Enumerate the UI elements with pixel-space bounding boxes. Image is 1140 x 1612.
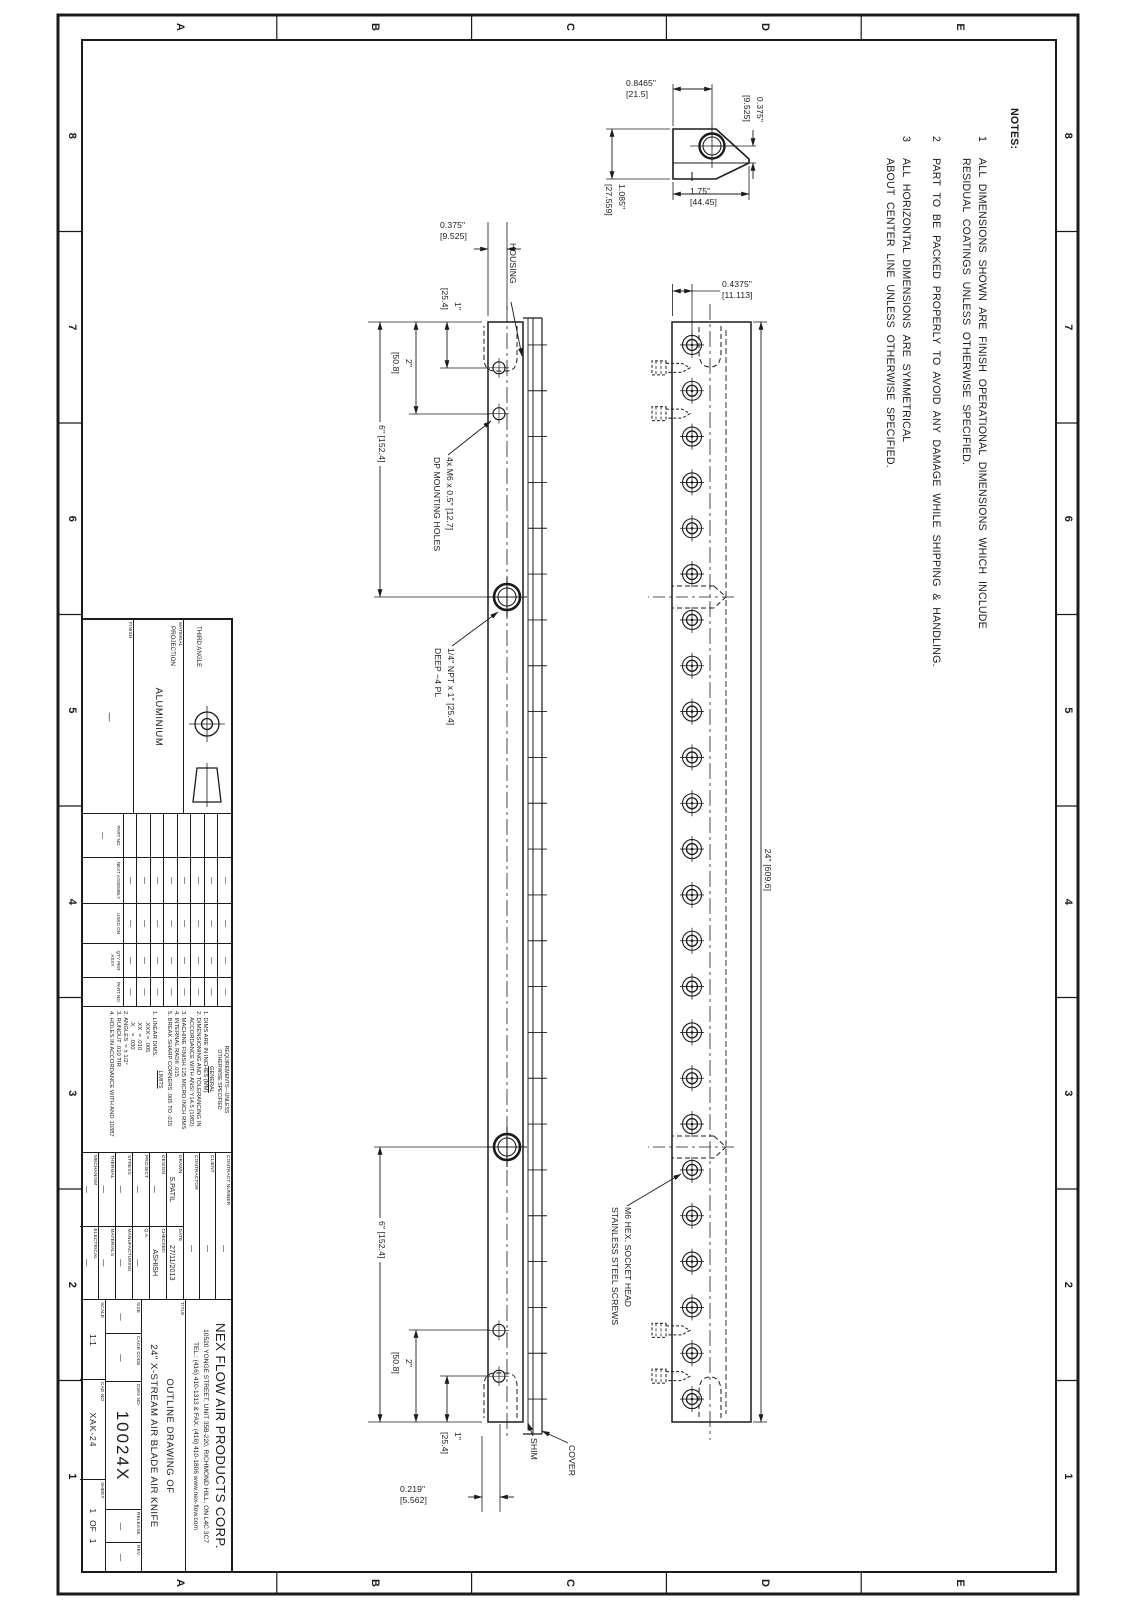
app-table-label: QTY PER ASSY bbox=[110, 950, 121, 971]
dim-1085-mm: [27.559] bbox=[604, 184, 614, 216]
note-line: ALL HORIZONTAL DIMENSIONS ARE SYMMETRICAL bbox=[900, 158, 912, 443]
app-table-cell: — bbox=[191, 904, 205, 943]
signature-row bbox=[80, 1153, 98, 1299]
app-table-label: PART NO — bbox=[99, 825, 121, 846]
app-table-cell: — bbox=[137, 858, 151, 903]
zone-label-col: 8 bbox=[66, 132, 78, 139]
limits-list bbox=[106, 1007, 156, 1152]
dim-1L-mm: [25.4] bbox=[440, 287, 450, 310]
zone-label-row: B bbox=[369, 23, 382, 31]
line bbox=[691, 1306, 694, 1309]
company-phone: TEL.: (416) 410-1313 & FAX: (416) 410-1806 www.nex-flow.com bbox=[192, 1341, 199, 1531]
zone-label-row: C bbox=[564, 23, 576, 31]
zone-label-col: 7 bbox=[66, 324, 78, 331]
signature-cell: PROJECT — bbox=[133, 1153, 149, 1227]
general-title: GENERAL bbox=[208, 1066, 214, 1093]
line bbox=[691, 1169, 694, 1172]
company-box bbox=[185, 1300, 231, 1572]
finish-value: — bbox=[105, 712, 115, 722]
requirement-line: 3. RUNOUT .010 TIR bbox=[114, 1011, 121, 1067]
app-table-label: USED ON bbox=[116, 913, 121, 934]
line bbox=[691, 894, 694, 897]
dim-2R-mm: [50.8] bbox=[391, 1351, 401, 1375]
requirement-line: ACCORDANCE WITH ANSI Y14.5 (1982) bbox=[187, 1011, 194, 1127]
front-view bbox=[368, 222, 568, 1512]
material-block bbox=[82, 620, 231, 814]
zone-label-col: 5 bbox=[1062, 707, 1074, 714]
dim-0375-in: 0.375" bbox=[755, 96, 765, 122]
app-table-cell: — bbox=[123, 858, 137, 903]
signature-block bbox=[82, 1153, 231, 1300]
app-table-cell: — bbox=[218, 978, 232, 1006]
contract-row: CONTRACTOR — bbox=[183, 1153, 199, 1299]
zone-label-col: 1 bbox=[1062, 1473, 1074, 1480]
general-list bbox=[165, 1007, 208, 1152]
signature-row bbox=[98, 1153, 115, 1299]
app-table-cell: — bbox=[164, 944, 178, 977]
dim-04375: 0.4375" [11.113] bbox=[722, 279, 753, 300]
line bbox=[691, 939, 694, 942]
app-table-cell: — bbox=[137, 904, 151, 943]
note-number: 1 bbox=[976, 136, 988, 143]
app-table-cell: — bbox=[218, 858, 232, 903]
zone-label-col: 8 bbox=[1062, 132, 1074, 139]
signature-cell: STRESS — bbox=[116, 1153, 132, 1227]
dwg-no-cell: DWG NO 10024X bbox=[106, 1382, 141, 1510]
zone-label-row: E bbox=[953, 23, 966, 31]
app-table-column bbox=[82, 858, 231, 904]
requirements-block bbox=[82, 1007, 231, 1153]
company-name: NEX FLOW AIR PRODUCTS CORP. bbox=[213, 1323, 228, 1549]
mount-screw-hidden bbox=[652, 1323, 666, 1337]
zone-label-col: 7 bbox=[1062, 324, 1074, 331]
label-housing: HOUSING bbox=[508, 243, 518, 284]
title-block-strip bbox=[82, 618, 233, 1572]
line bbox=[666, 1326, 690, 1335]
app-table-cell: — bbox=[164, 904, 178, 943]
sheet-cell: SHEET 1 OF 1 bbox=[80, 1480, 105, 1572]
signature-cell: MATERIALS — bbox=[100, 1228, 114, 1267]
release-cell: RELEASE — bbox=[106, 1510, 141, 1543]
signature-cell: MANUFACTURING — bbox=[117, 1228, 131, 1272]
drawing-title-line2: 24" X-STREAM AIR BLADE AIR KNIFE bbox=[148, 1344, 159, 1528]
line bbox=[691, 1352, 694, 1355]
callout-mount-line2: DP MOUNTING HOLES bbox=[432, 457, 442, 552]
dwg-no-value: 10024X bbox=[113, 1410, 132, 1482]
zone-label-row: B bbox=[369, 1579, 382, 1587]
dim-6R: 6" [152.4] bbox=[376, 1218, 386, 1262]
app-table-cell: — bbox=[204, 858, 218, 903]
label-shim: SHIM bbox=[529, 1438, 539, 1460]
limits-title: LIMITS bbox=[156, 1070, 163, 1089]
finish-label: FINISH bbox=[127, 622, 132, 639]
scale-row bbox=[80, 1300, 105, 1572]
cad-no-cell: CAD NO XAK-24 bbox=[80, 1380, 105, 1480]
material-box bbox=[133, 620, 183, 813]
dim-1085-in: 1.085" bbox=[617, 184, 627, 210]
requirement-line: 4. HOLES IN ACCORDANCE WITH AND 10387 bbox=[107, 1011, 114, 1137]
app-table-column bbox=[82, 814, 231, 858]
zone-label-col: 3 bbox=[66, 1090, 78, 1097]
app-table-cell: — bbox=[137, 978, 151, 1006]
app-table-cell: — bbox=[218, 904, 232, 943]
signature-row bbox=[132, 1153, 149, 1299]
app-table-cell: — bbox=[150, 858, 164, 903]
requirement-line: 4. INTERNAL RADII .015 bbox=[173, 1011, 180, 1077]
title-label: TITLE bbox=[179, 1302, 184, 1316]
dim-0219: 0.219" [5.562] bbox=[400, 1484, 427, 1505]
title-box bbox=[141, 1300, 185, 1572]
callout-npt-line1: 1/4" NPT x 1" [25.4] bbox=[446, 648, 456, 726]
top-view bbox=[627, 284, 767, 1440]
requirement-line: 3. MACHINE FINISH 125 MICRO INCH RMS bbox=[180, 1011, 187, 1130]
main-title-block bbox=[82, 1300, 231, 1572]
callout-npt-line2: DEEP −4 PL bbox=[433, 648, 443, 698]
cad-no-value: XAK-24 bbox=[88, 1412, 98, 1448]
callout-mount-line1: 4x M6 x 0.5" [12.7] bbox=[445, 457, 455, 531]
zone-label-col: 3 bbox=[1062, 1090, 1074, 1097]
numbers-row bbox=[105, 1300, 141, 1572]
line bbox=[666, 363, 690, 372]
note-number: 3 bbox=[900, 136, 912, 143]
app-table-cell: — bbox=[150, 978, 164, 1006]
line bbox=[691, 1398, 694, 1401]
app-table-cell: — bbox=[177, 944, 191, 977]
line bbox=[691, 619, 694, 622]
zone-label-row: E bbox=[953, 1579, 966, 1587]
app-table-cell bbox=[218, 814, 232, 857]
app-table-cell: — bbox=[204, 904, 218, 943]
label-cover: COVER bbox=[567, 1445, 577, 1477]
material-label: MATERIAL bbox=[177, 622, 182, 647]
app-table-cell: — bbox=[191, 858, 205, 903]
app-table-cell bbox=[123, 814, 137, 857]
dim-175: 1.75" [44.45] bbox=[690, 186, 717, 207]
app-table-cell: — bbox=[164, 978, 178, 1006]
line bbox=[691, 848, 694, 851]
signature-cell: ELECTRICAL — bbox=[83, 1228, 97, 1267]
app-table-cell bbox=[150, 814, 164, 857]
dim-1R-in: 1" bbox=[453, 1432, 463, 1441]
app-table-cell: — bbox=[218, 944, 232, 977]
requirement-line: 2. ANGLES = ± 1/2° bbox=[121, 1011, 128, 1065]
app-table-cell: — bbox=[123, 978, 137, 1006]
zone-label-row: C bbox=[564, 1579, 576, 1587]
note-line: ABOUT CENTER LINE UNLESS OTHERWISE SPECIFIED. bbox=[884, 158, 896, 468]
app-table-cell bbox=[204, 814, 218, 857]
projection-label: THIRD ANGLE PROJECTION bbox=[168, 626, 202, 668]
line bbox=[666, 409, 690, 418]
line bbox=[666, 1372, 690, 1381]
dim-0375-mm: [9.525] bbox=[742, 95, 752, 122]
contract-row: CLIENT — bbox=[199, 1153, 215, 1299]
zone-label-row: A bbox=[174, 1579, 187, 1587]
app-table-label: PART NO bbox=[116, 982, 121, 1002]
zone-label-col: 4 bbox=[1062, 898, 1074, 905]
zone-label-row: A bbox=[174, 23, 187, 31]
mount-screw-hidden bbox=[652, 407, 666, 421]
dim-0375-end: 0.375" [9.525] bbox=[440, 220, 467, 241]
app-table-cell: — bbox=[191, 944, 205, 977]
line bbox=[691, 435, 694, 438]
zone-label-col: 2 bbox=[66, 1281, 78, 1288]
scale-value: 1:1 bbox=[88, 1334, 98, 1346]
line bbox=[691, 389, 694, 392]
notes-title: NOTES: bbox=[1008, 108, 1020, 150]
zone-label-row: D bbox=[758, 1579, 771, 1587]
app-table-cell: — bbox=[177, 978, 191, 1006]
signature-cell: Q.A. — bbox=[134, 1228, 148, 1267]
app-table-cell: — bbox=[164, 858, 178, 903]
line bbox=[691, 756, 694, 759]
note-line: ALL DIMENSIONS SHOWN ARE FINISH OPERATIONAL DIMENSIONS WHICH INCLUDE bbox=[976, 158, 988, 629]
line bbox=[691, 664, 694, 667]
dim-24: 24" [609.6] bbox=[762, 832, 772, 908]
app-table-column bbox=[82, 944, 231, 978]
requirement-line: 1. DIMS ARE IN INCHES (MM) bbox=[202, 1011, 208, 1093]
app-table-cell bbox=[137, 814, 151, 857]
requirement-line: .XX = .010 bbox=[136, 1011, 143, 1051]
dim-08465: 0.8465" [21.5] bbox=[626, 78, 657, 99]
zone-label-col: 2 bbox=[1062, 1281, 1074, 1288]
drawing-title-line1: OUTLINE DRAWING OF bbox=[164, 1378, 175, 1494]
app-table-cell: — bbox=[204, 944, 218, 977]
zone-label-col: 6 bbox=[66, 515, 78, 522]
note-line: PART TO BE PACKED PROPERLY TO AVOID ANY DAMAGE WHILE SHIPPING & HANDLING. bbox=[930, 158, 942, 667]
app-table-label: NEXT ASSEMBLY bbox=[116, 861, 121, 900]
line bbox=[691, 1214, 694, 1217]
note-line: RESIDUAL COATINGS UNLESS OTHERWISE SPECIFIED. bbox=[960, 158, 972, 466]
signature-row bbox=[166, 1153, 183, 1299]
requirement-line: 2. DIMENSIONING AND TOLERANCING IN bbox=[194, 1011, 201, 1127]
rev-cell: REV — bbox=[117, 1545, 140, 1562]
line bbox=[691, 573, 694, 576]
line bbox=[691, 1077, 694, 1080]
line bbox=[691, 985, 694, 988]
zone-label-col: 1 bbox=[66, 1473, 78, 1480]
requirement-line: .X = .030 bbox=[129, 1011, 136, 1050]
requirement-line: .XXX = .005 bbox=[143, 1011, 150, 1053]
zone-label-col: 5 bbox=[66, 707, 78, 714]
material-value: ALUMINIUM bbox=[153, 687, 164, 747]
line bbox=[691, 710, 694, 713]
sheet-value: 1 OF 1 bbox=[88, 1508, 98, 1544]
signature-cell: DESIGN — bbox=[150, 1153, 166, 1227]
dim-2L-mm: [50.8] bbox=[391, 351, 401, 375]
app-table-cell: — bbox=[123, 904, 137, 943]
dim-2R-in: 2" bbox=[404, 1358, 414, 1368]
dim-1R-mm: [25.4] bbox=[440, 1432, 450, 1455]
zone-label-row: D bbox=[758, 23, 771, 31]
line bbox=[691, 1123, 694, 1126]
callout-screws-line1: M6 HEX. SOCKET HEAD bbox=[623, 1207, 633, 1308]
signature-cell: DATE 27/11/2013 bbox=[168, 1228, 182, 1281]
app-table-cell: — bbox=[204, 978, 218, 1006]
app-table-cell: — bbox=[177, 904, 191, 943]
note-number: 2 bbox=[930, 136, 942, 143]
line bbox=[691, 481, 694, 484]
signature-row bbox=[149, 1153, 166, 1299]
mount-screw-hidden bbox=[652, 361, 666, 375]
signature-cell: DRAWN S.PATIL bbox=[167, 1153, 183, 1227]
company-address: 10520 YONGE STREET, UNIT 35B-220, RICHMOND HILL, ON L4C 3C7 bbox=[202, 1329, 209, 1543]
mount-screw-hidden bbox=[652, 1369, 666, 1383]
scale-cell: SCALE 1:1 bbox=[80, 1300, 105, 1380]
line bbox=[691, 802, 694, 805]
signature-row bbox=[115, 1153, 132, 1299]
app-table-cell: — bbox=[177, 858, 191, 903]
app-table-cell bbox=[177, 814, 191, 857]
zone-label-col: 4 bbox=[66, 898, 78, 905]
line bbox=[691, 344, 694, 347]
line bbox=[691, 1031, 694, 1034]
signature-cell: CHECKED ASHISH bbox=[151, 1228, 165, 1277]
dim-6L: 6" [152.4] bbox=[376, 422, 386, 466]
size-cell: SIZE — bbox=[106, 1300, 141, 1334]
line bbox=[691, 527, 694, 530]
app-table-cell: — bbox=[123, 944, 137, 977]
requirements-header: REQUIREMENTS—UNLESS OTHERWISE SPECIFIED bbox=[216, 1045, 229, 1114]
app-table-cell bbox=[191, 814, 205, 857]
app-table-cell: — bbox=[191, 978, 205, 1006]
finish-box bbox=[84, 620, 133, 813]
app-table-cell: — bbox=[150, 944, 164, 977]
app-table-cell bbox=[164, 814, 178, 857]
app-table-column bbox=[82, 904, 231, 944]
app-table-cell: — bbox=[137, 944, 151, 977]
app-table-column bbox=[82, 978, 231, 1007]
callout-screws-line2: STAINLESS STEEL SCREWS bbox=[610, 1207, 620, 1326]
dim-1L-in: 1" bbox=[453, 301, 463, 310]
requirement-line: 1. LINEAR DIMS. bbox=[150, 1011, 157, 1057]
detail-view bbox=[606, 84, 756, 200]
app-table-cell: — bbox=[150, 904, 164, 943]
zone-label-col: 6 bbox=[1062, 515, 1074, 522]
signature-cell: MECHANISM — bbox=[80, 1153, 98, 1227]
dim-2L-in: 2" bbox=[404, 358, 414, 368]
cage-code-cell: CAGE CODE — bbox=[106, 1334, 141, 1382]
application-table bbox=[82, 814, 231, 1007]
requirement-line: 5. BREAK SHARP CORNERS .005 TO .015 bbox=[165, 1011, 172, 1127]
contract-row: CONTRACT NUMBER — bbox=[215, 1153, 231, 1299]
line bbox=[691, 1260, 694, 1263]
signature-cell: THERMAL — bbox=[99, 1153, 115, 1227]
